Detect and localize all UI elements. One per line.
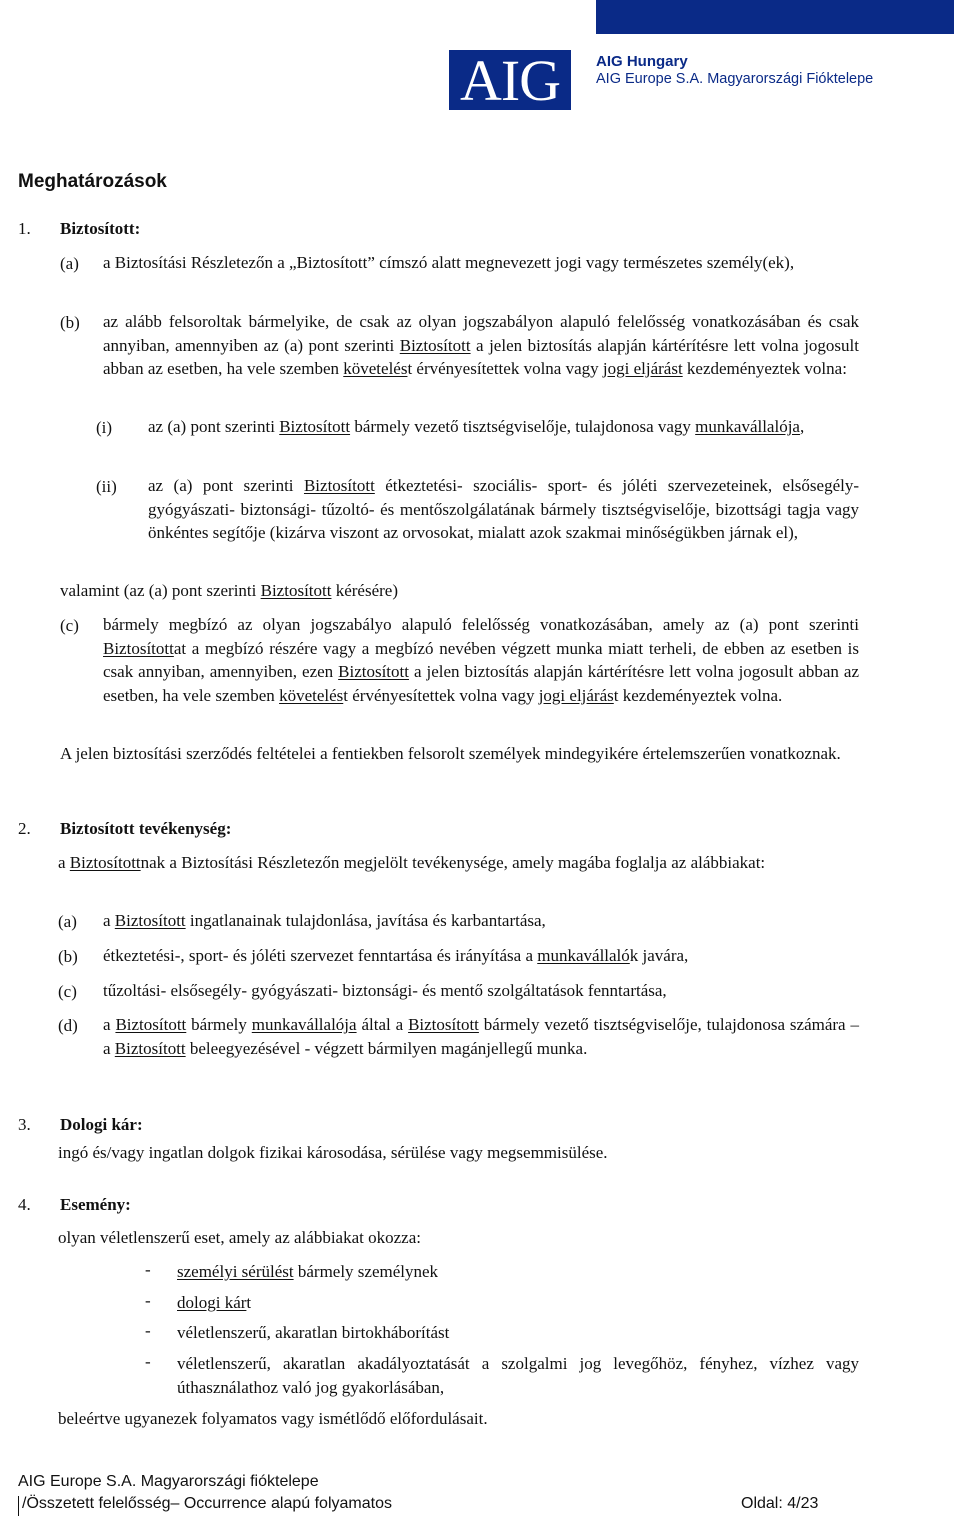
section-3-number: 3. [18, 1115, 31, 1134]
s4-dash: - [145, 1352, 151, 1371]
branch-name: AIG Europe S.A. Magyarországi Fióktelepe [596, 71, 874, 87]
s2-intro: a Biztosítottnak a Biztosítási Részletezőn megjelölt tevékenysége, amely magába foglalja az alábbiakat: [58, 853, 766, 872]
section-4-heading: Esemény: [60, 1195, 131, 1214]
s1-closing: A jelen biztosítási szerződés feltételei a fentiekben felsorolt személyek mindegyikére értelemszerűen vonatkoznak. [60, 744, 841, 763]
term-link[interactable]: Biztosított [114, 1038, 186, 1058]
s2-c-text: tűzoltási- elsősegély- gyógyászati- biztonsági- és mentő szolgáltatások fenntartása, [103, 981, 667, 1000]
section-3-heading: Dologi kár: [60, 1115, 143, 1134]
footer-rule [18, 1496, 19, 1516]
footer-page-number: Oldal: 4/23 [741, 1495, 819, 1512]
s3-text: ingó és/vagy ingatlan dolgok fizikai károsodása, sérülése vagy megsemmisülése. [58, 1143, 608, 1162]
section-1-heading: Biztosított: [60, 219, 141, 238]
s2-a-marker: (a) [58, 912, 77, 931]
company-name: AIG Hungary [596, 53, 688, 70]
section-2-number: 2. [18, 819, 31, 838]
s1-c-marker: (c) [60, 616, 79, 635]
term-link[interactable]: Biztosított [303, 476, 375, 495]
term-link[interactable]: Biztosított [115, 1015, 187, 1034]
aig-logo: AIG [449, 50, 571, 110]
s1-a-marker: (a) [60, 254, 79, 273]
s4-item-3: véletlenszerű, akaratlan birtokháborítást [177, 1323, 450, 1342]
s1-a-text: a Biztosítási Részletezőn a „Biztosított” címszó alatt megnevezett jogi vagy természetes személy(ek), [103, 253, 795, 272]
term-link[interactable]: követelés [279, 685, 344, 705]
s4-dash: - [145, 1260, 151, 1279]
term-link[interactable]: dologi kár [177, 1293, 247, 1312]
s1-ii-text: az (a) pont szerinti Biztosított étkeztetési- szociális- sport- és jóléti szervezeteinek, elsősegély- gyógyászati- biztonsági- tűzoltó- és mentőszolgálatának bármely tisztségviselője, bizottsági tagja vagy önkéntes segítője (kizárva viszont az orvosokat, mialatt azok szakmai minőségükben járnak el), [148, 476, 859, 542]
s1-ii-marker: (ii) [96, 477, 117, 496]
section-2-heading: Biztosított tevékenység: [60, 819, 232, 838]
term-link[interactable]: Biztosított [408, 1015, 479, 1034]
s1-i-text: az (a) pont szerinti Biztosított bármely vezető tisztségviselője, tulajdonosa vagy munkavállalója, [148, 417, 805, 436]
term-link[interactable]: Biztosított [69, 853, 141, 872]
s1-b-text: az alább felsoroltak bármelyike, de csak az olyan jogszabályon alapuló felelősség vonatkozásában és csak annyiban, amennyiben az (a) pont szerinti Biztosított a jelen biztosítás alapján kártérítésre lett volna jogosult abban az esetben, ha vele szemben követelést érvényesítettek volna vagy jogi eljárást kezdeményeztek volna: [103, 312, 859, 378]
term-link[interactable]: munkavállalója [251, 1015, 357, 1034]
term-link[interactable]: Biztosított [399, 335, 471, 355]
s4-item-1: személyi sérülést bármely személynek [177, 1262, 439, 1281]
term-link[interactable]: követelés [343, 359, 408, 378]
term-link[interactable]: jogi eljárást [602, 359, 683, 378]
s4-dash: - [145, 1291, 151, 1310]
term-link[interactable]: Biztosított [114, 911, 186, 930]
term-link[interactable]: jogi eljárás [538, 685, 614, 705]
footer-company: AIG Europe S.A. Magyarországi fióktelepe [18, 1473, 319, 1490]
term-link[interactable]: Biztosított [260, 581, 332, 600]
s1-b-marker: (b) [60, 313, 80, 332]
page-title: Meghatározások [18, 171, 167, 192]
s1-i-marker: (i) [96, 418, 113, 437]
term-link[interactable]: Biztosított [279, 417, 351, 436]
s1-c-text: bármely megbízó az olyan jogszabályo alapuló felelősség vonatkozásában, amely az (a) pont szerinti Biztosítottat a megbízó részére vagy a megbízó nevében végzett munka miatt terheli, de ebben az esetben is csak annyiban, amennyiben, ezen Biztosított a jelen biztosítás alapján kártérítésre lett volna jogosult abban az esetben, ha vele szemben követelést érvényesítettek volna vagy jogi eljárást kezdeményeztek volna. [103, 615, 859, 705]
s2-c-marker: (c) [58, 982, 77, 1001]
s2-a-text: a Biztosított ingatlanainak tulajdonlása, javítása és karbantartása, [103, 911, 546, 930]
footer-document-name: /Összetett felelősség– Occurrence alapú folyamatos [22, 1495, 392, 1512]
s4-closing: beleértve ugyanezek folyamatos vagy ismétlődő előfordulásait. [58, 1409, 488, 1428]
s2-b-text: étkeztetési-, sport- és jóléti szervezet fenntartása és irányítása a munkavállalók javára, [103, 946, 689, 965]
s4-dash: - [145, 1321, 151, 1340]
term-link[interactable]: személyi sérülést [177, 1262, 294, 1281]
term-link[interactable]: Biztosított [338, 662, 409, 681]
s4-item-4: véletlenszerű, akaratlan akadályoztatását a szolgalmi jog levegőhöz, fényhez, vízhez vagy úthasználathoz való jog gyakorlásában, [177, 1354, 859, 1397]
s2-d-marker: (d) [58, 1016, 78, 1035]
header-color-bar [596, 0, 954, 34]
s4-item-2: dologi kárt [177, 1293, 252, 1312]
section-4-number: 4. [18, 1195, 31, 1214]
term-link[interactable]: munkavállaló [537, 946, 630, 965]
term-link[interactable]: Biztosított [103, 638, 174, 658]
s1-valamint: valamint (az (a) pont szerinti Biztosított kérésére) [60, 581, 398, 600]
s4-intro: olyan véletlenszerű eset, amely az alábbiakat okozza: [58, 1228, 421, 1247]
s2-d-text: a Biztosított bármely munkavállalója által a Biztosított bármely vezető tisztségviselője, tulajdonosa számára – a Biztosított beleegyezésével - végzett bármilyen magánjellegű munka. [103, 1015, 859, 1058]
term-link[interactable]: munkavállalója [695, 417, 800, 436]
section-1-number: 1. [18, 219, 31, 238]
s2-b-marker: (b) [58, 947, 78, 966]
